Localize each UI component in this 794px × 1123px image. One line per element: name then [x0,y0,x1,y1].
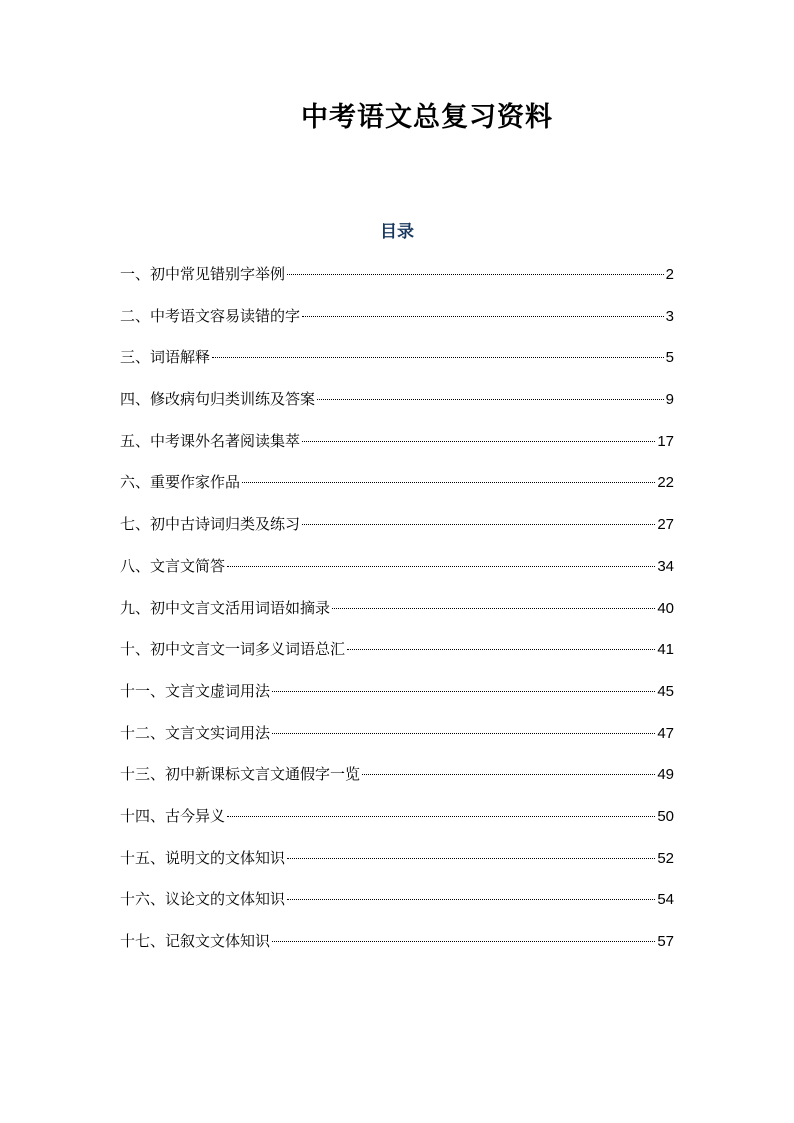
toc-entry-text: 二、中考语文容易读错的字 [120,306,301,325]
toc-entry-text: 三、词语解释 [120,348,211,367]
toc-entry-text: 一、初中常见错别字举例 [120,265,286,283]
toc-page-number: 41 [657,641,674,659]
toc-dot-leader [227,566,655,567]
toc-dot-leader [272,733,655,734]
toc-dot-leader [227,816,655,817]
toc-page-number: 57 [657,933,674,950]
toc-entry-text: 四、修改病句归类训练及答案 [120,390,316,409]
toc-page-number: 49 [657,766,674,784]
toc-entry-text: 十一、文言文虚词用法 [120,681,271,700]
table-of-contents [120,261,674,970]
toc-entry[interactable] [120,845,674,887]
toc-dot-leader [272,691,655,692]
toc-dot-leader [362,774,655,775]
toc-page-number: 5 [665,349,674,367]
toc-entry[interactable] [120,344,674,386]
toc-entry-text: 十三、初中新课标文言文通假字一览 [120,765,361,784]
toc-dot-leader [242,482,655,483]
toc-page-number: 27 [657,516,674,534]
toc-entry-text: 十五、说明文的文体知识 [120,848,286,867]
toc-page-number: 52 [657,849,674,867]
toc-entry-text: 八、文言文简答 [120,556,226,575]
toc-page-number: 54 [657,891,674,909]
toc-page-number: 22 [657,474,674,492]
toc-dot-leader [302,524,655,525]
toc-entry[interactable] [120,928,674,970]
toc-dot-leader [287,858,655,859]
toc-entry[interactable] [120,761,674,803]
toc-entry[interactable] [120,469,674,511]
toc-entry[interactable] [120,720,674,762]
toc-dot-leader [347,649,655,650]
toc-dot-leader [287,274,664,275]
toc-page-number: 3 [665,307,674,325]
toc-entry-text: 六、重要作家作品 [120,473,241,492]
toc-entry-text: 十四、古今异义 [120,806,226,825]
toc-entry[interactable] [120,886,674,928]
toc-entry-text: 七、初中古诗词归类及练习 [120,515,301,534]
toc-page-number: 47 [657,724,674,742]
toc-dot-leader [212,357,664,358]
toc-entry-text: 十二、文言文实词用法 [120,723,271,742]
toc-entry-text: 十七、记叙文文体知识 [120,932,271,950]
toc-entry[interactable] [120,803,674,845]
toc-entry[interactable] [120,386,674,428]
toc-heading: 目录 [380,222,414,242]
toc-entry[interactable] [120,261,674,303]
toc-entry[interactable] [120,678,674,720]
toc-entry-text: 十六、议论文的文体知识 [120,890,286,909]
toc-dot-leader [332,608,655,609]
toc-entry-text: 五、中考课外名著阅读集萃 [120,431,301,450]
toc-dot-leader [302,441,655,442]
toc-page-number: 17 [657,432,674,450]
toc-dot-leader [287,899,655,900]
toc-entry[interactable] [120,553,674,595]
toc-dot-leader [302,316,664,317]
document-title: 中考语文总复习资料 [301,102,553,133]
toc-entry[interactable] [120,511,674,553]
toc-entry[interactable] [120,428,674,470]
toc-page-number: 40 [657,599,674,617]
toc-entry[interactable] [120,636,674,678]
toc-dot-leader [317,399,664,400]
toc-page-number: 34 [657,557,674,575]
toc-page-number: 9 [665,391,674,409]
toc-dot-leader [272,941,655,942]
toc-page-number: 50 [657,807,674,825]
toc-entry-text: 九、初中文言文活用词语如摘录 [120,598,331,617]
toc-page-number: 2 [665,266,674,283]
toc-entry[interactable] [120,595,674,637]
toc-entry-text: 十、初中文言文一词多义词语总汇 [120,640,346,659]
toc-page-number: 45 [657,682,674,700]
toc-entry[interactable] [120,303,674,345]
